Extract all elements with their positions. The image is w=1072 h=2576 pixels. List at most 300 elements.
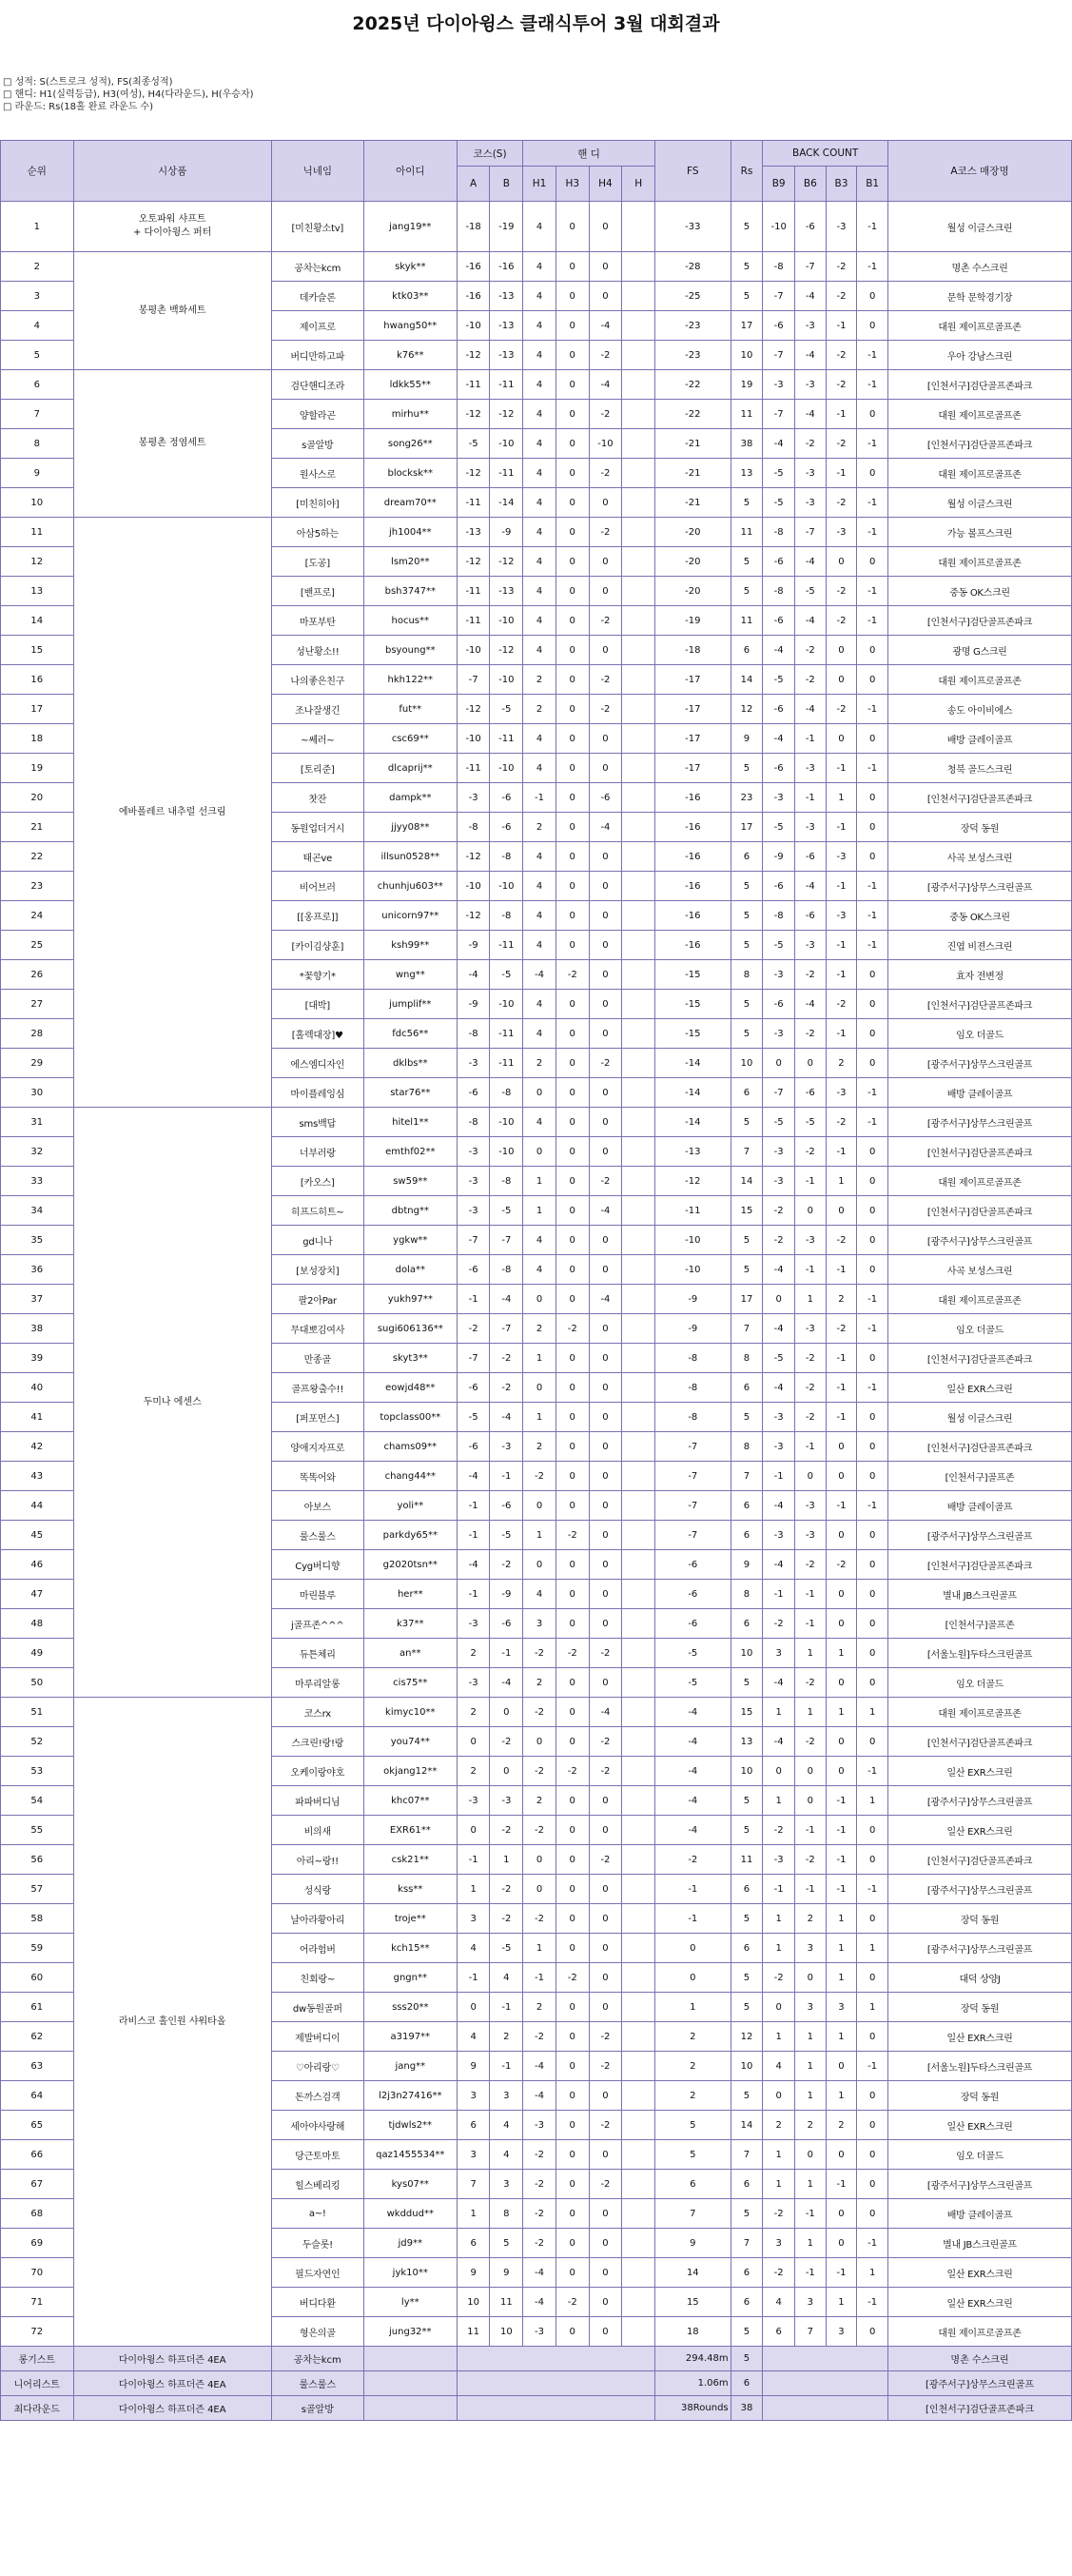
cell-rank: 48 <box>1 1609 74 1639</box>
cell-b6: -6 <box>795 842 827 872</box>
cell-a: -12 <box>457 901 490 931</box>
cell-a: -3 <box>457 783 490 813</box>
cell-b1: -1 <box>857 754 888 783</box>
cell-b6: -4 <box>795 695 827 724</box>
cell-b: -2 <box>490 1550 523 1580</box>
cell-b: -14 <box>490 488 523 518</box>
cell-b3: -1 <box>826 1255 857 1285</box>
cell-h1: 2 <box>523 1049 556 1078</box>
cell-b3: 0 <box>826 1727 857 1757</box>
cell-fs: -22 <box>655 370 731 400</box>
cell-b6: -3 <box>795 459 827 488</box>
cell-h4: 0 <box>589 577 622 606</box>
cell-h <box>622 2229 655 2258</box>
cell-h1: -2 <box>523 1757 556 1786</box>
cell-b6: 0 <box>795 1049 827 1078</box>
cell-h3: 0 <box>555 665 589 695</box>
cell-a: -5 <box>457 429 490 459</box>
cell-fs: 0 <box>655 1963 731 1993</box>
cell-b: 0 <box>490 1698 523 1727</box>
cell-fs: -23 <box>655 341 731 370</box>
cell-id: tjdwls2** <box>363 2111 457 2140</box>
cell-rs: 14 <box>731 665 763 695</box>
cell-h3: 0 <box>555 202 589 252</box>
cell-course: 대원 제이프로골프존 <box>887 2317 1071 2347</box>
cell-nickname: 제이프로 <box>271 311 363 341</box>
cell-fs: -16 <box>655 872 731 901</box>
cell-h <box>622 1108 655 1137</box>
cell-h3: -2 <box>555 2288 589 2317</box>
cell-id: EXR61** <box>363 1816 457 1845</box>
cell-a: -1 <box>457 1285 490 1314</box>
cell-h4: 0 <box>589 2317 622 2347</box>
cell-b6: -6 <box>795 202 827 252</box>
cell-rank: 28 <box>1 1019 74 1049</box>
cell-h3: 0 <box>555 724 589 754</box>
cell-b9: -4 <box>763 1491 795 1521</box>
cell-b1: -1 <box>857 1757 888 1786</box>
cell-h3: 0 <box>555 1344 589 1373</box>
cell-h <box>622 1757 655 1786</box>
cell-h <box>622 518 655 547</box>
cell-h3: 0 <box>555 1108 589 1137</box>
cell-b3: -3 <box>826 1078 857 1108</box>
cell-a: -11 <box>457 488 490 518</box>
cell-h3: 0 <box>555 1550 589 1580</box>
cell-course: [광주서구]상무스크린골프 <box>887 1934 1071 1963</box>
cell-course: 우아 강남스크린 <box>887 341 1071 370</box>
cell-a: -9 <box>457 931 490 960</box>
cell-a: -3 <box>457 1668 490 1698</box>
cell-b3: -1 <box>826 1816 857 1845</box>
award-prize: 다이아윙스 하프더즌 4EA <box>73 2396 271 2421</box>
cell-a: -16 <box>457 282 490 311</box>
cell-a: -6 <box>457 1255 490 1285</box>
cell-h1: 0 <box>523 1845 556 1875</box>
cell-b: -8 <box>490 1078 523 1108</box>
cell-b3: 1 <box>826 2081 857 2111</box>
cell-h3: 0 <box>555 518 589 547</box>
cell-b9: -3 <box>763 783 795 813</box>
cell-h <box>622 636 655 665</box>
cell-b3: -1 <box>826 1344 857 1373</box>
cell-h1: 4 <box>523 606 556 636</box>
cell-rank: 61 <box>1 1993 74 2022</box>
cell-id: lsm20** <box>363 547 457 577</box>
cell-b3: 1 <box>826 783 857 813</box>
cell-b1: -1 <box>857 2052 888 2081</box>
cell-h4: 0 <box>589 1255 622 1285</box>
cell-b6: 1 <box>795 2229 827 2258</box>
cell-h <box>622 724 655 754</box>
cell-id: kys07** <box>363 2170 457 2199</box>
cell-rank: 36 <box>1 1255 74 1285</box>
cell-rank: 54 <box>1 1786 74 1816</box>
cell-id: dampk** <box>363 783 457 813</box>
cell-course: 장덕 동원 <box>887 1904 1071 1934</box>
cell-fs: -21 <box>655 488 731 518</box>
table-row <box>1 202 1072 252</box>
award-empty-cell <box>457 2396 654 2421</box>
cell-course: 일산 EXR스크린 <box>887 2288 1071 2317</box>
cell-rank: 58 <box>1 1904 74 1934</box>
cell-rs: 10 <box>731 2052 763 2081</box>
cell-rs: 5 <box>731 547 763 577</box>
cell-b9: -6 <box>763 606 795 636</box>
cell-rs: 6 <box>731 1934 763 1963</box>
cell-rank: 24 <box>1 901 74 931</box>
cell-nickname: [대박] <box>271 990 363 1019</box>
cell-h3: 0 <box>555 459 589 488</box>
cell-b1: 0 <box>857 1137 888 1167</box>
cell-fs: -16 <box>655 901 731 931</box>
cell-h4: -4 <box>589 813 622 842</box>
cell-b9: 1 <box>763 2022 795 2052</box>
cell-h4: 0 <box>589 2199 622 2229</box>
cell-h <box>622 990 655 1019</box>
cell-a: -11 <box>457 606 490 636</box>
cell-h <box>622 1875 655 1904</box>
cell-h <box>622 1344 655 1373</box>
cell-h3: 0 <box>555 2229 589 2258</box>
cell-fs: -22 <box>655 400 731 429</box>
cell-h3: 0 <box>555 1904 589 1934</box>
cell-h4: -2 <box>589 518 622 547</box>
cell-course: [광주서구]상무스크린골프 <box>887 1875 1071 1904</box>
cell-b1: 0 <box>857 1255 888 1285</box>
cell-h <box>622 1049 655 1078</box>
cell-b1: 0 <box>857 2317 888 2347</box>
cell-b1: 0 <box>857 1904 888 1934</box>
cell-rank: 17 <box>1 695 74 724</box>
cell-h1: 4 <box>523 547 556 577</box>
cell-h1: 1 <box>523 1934 556 1963</box>
cell-course: 사곡 보성스크린 <box>887 842 1071 872</box>
cell-b3: -1 <box>826 311 857 341</box>
cell-b: 10 <box>490 2317 523 2347</box>
cell-id: sugi606136** <box>363 1314 457 1344</box>
cell-h4: -4 <box>589 370 622 400</box>
cell-fs: -4 <box>655 1816 731 1845</box>
cell-course: 대원 제이프로골프존 <box>887 1285 1071 1314</box>
cell-rs: 6 <box>731 1875 763 1904</box>
cell-course: 대원 제이프로골프존 <box>887 311 1071 341</box>
cell-id: kss** <box>363 1875 457 1904</box>
cell-course: 일산 EXR스크린 <box>887 2022 1071 2052</box>
cell-a: -6 <box>457 1432 490 1462</box>
cell-rs: 6 <box>731 1491 763 1521</box>
cell-h <box>622 1580 655 1609</box>
cell-h3: 0 <box>555 1432 589 1462</box>
cell-rs: 14 <box>731 2111 763 2140</box>
cell-rank: 6 <box>1 370 74 400</box>
cell-b6: -7 <box>795 252 827 282</box>
cell-a: 6 <box>457 2111 490 2140</box>
cell-fs: 18 <box>655 2317 731 2347</box>
header-h3: H3 <box>555 167 589 202</box>
cell-h1: 2 <box>523 1786 556 1816</box>
cell-b3: -1 <box>826 1373 857 1403</box>
cell-b9: -1 <box>763 1875 795 1904</box>
cell-a: -1 <box>457 1845 490 1875</box>
cell-course: 별내 JB스크린골프 <box>887 2229 1071 2258</box>
cell-h3: 0 <box>555 1786 589 1816</box>
cell-b1: -1 <box>857 429 888 459</box>
header-course-s: 코스(S) <box>457 141 522 167</box>
cell-h1: 1 <box>523 1167 556 1196</box>
cell-id: fut** <box>363 695 457 724</box>
prize-group: 두미나 에센스 <box>73 1108 271 1698</box>
cell-id: jung32** <box>363 2317 457 2347</box>
cell-b6: -1 <box>795 1875 827 1904</box>
cell-rs: 5 <box>731 1993 763 2022</box>
cell-b9: -5 <box>763 1108 795 1137</box>
cell-h4: -2 <box>589 2111 622 2140</box>
cell-a: -16 <box>457 252 490 282</box>
cell-b3: -1 <box>826 1786 857 1816</box>
cell-b9: -1 <box>763 1580 795 1609</box>
cell-b6: -1 <box>795 1255 827 1285</box>
cell-rank: 32 <box>1 1137 74 1167</box>
cell-h3: -2 <box>555 1521 589 1550</box>
cell-b3: -1 <box>826 872 857 901</box>
cell-h <box>622 370 655 400</box>
table-row <box>1 252 1072 282</box>
cell-a: -11 <box>457 370 490 400</box>
cell-nickname: 버디만하고파 <box>271 341 363 370</box>
cell-b6: -4 <box>795 547 827 577</box>
cell-id: illsun0528** <box>363 842 457 872</box>
cell-h3: 0 <box>555 1580 589 1609</box>
cell-id: parkdy65** <box>363 1521 457 1550</box>
cell-h1: 0 <box>523 1550 556 1580</box>
cell-b9: 3 <box>763 2229 795 2258</box>
cell-h1: 4 <box>523 931 556 960</box>
cell-nickname: 친회랑~ <box>271 1963 363 1993</box>
cell-nickname: 에스엠디자인 <box>271 1049 363 1078</box>
cell-nickname: 룰스룰스 <box>271 1521 363 1550</box>
cell-h4: 0 <box>589 1137 622 1167</box>
cell-id: csc69** <box>363 724 457 754</box>
cell-h3: 0 <box>555 1403 589 1432</box>
cell-b: -5 <box>490 960 523 990</box>
cell-b9: -7 <box>763 400 795 429</box>
cell-course: [광주서구]상무스크린골프 <box>887 1786 1071 1816</box>
cell-course: 월성 이글스크린 <box>887 1403 1071 1432</box>
cell-h <box>622 1491 655 1521</box>
cell-id: fdc56** <box>363 1019 457 1049</box>
prize-group: 에바폴레르 내추럴 선크림 <box>73 518 271 1108</box>
cell-b: -4 <box>490 1668 523 1698</box>
cell-course: [인천서구]검단골프존파크 <box>887 1550 1071 1580</box>
cell-rs: 38 <box>731 429 763 459</box>
cell-b1: 0 <box>857 2140 888 2170</box>
cell-b: -10 <box>490 1137 523 1167</box>
cell-id: eowjd48** <box>363 1373 457 1403</box>
cell-nickname: 힐스베리킹 <box>271 2170 363 2199</box>
cell-h4: -2 <box>589 606 622 636</box>
cell-rs: 10 <box>731 1757 763 1786</box>
cell-rank: 31 <box>1 1108 74 1137</box>
cell-a: 2 <box>457 1757 490 1786</box>
cell-b6: -7 <box>795 518 827 547</box>
cell-h1: -1 <box>523 783 556 813</box>
cell-fs: -11 <box>655 1196 731 1226</box>
cell-b3: 0 <box>826 1668 857 1698</box>
cell-h1: 2 <box>523 665 556 695</box>
cell-h <box>622 1255 655 1285</box>
cell-h1: 0 <box>523 1491 556 1521</box>
cell-fs: -20 <box>655 518 731 547</box>
award-empty-cell <box>363 2371 457 2396</box>
cell-rank: 56 <box>1 1845 74 1875</box>
cell-b3: 1 <box>826 2022 857 2052</box>
cell-a: -8 <box>457 813 490 842</box>
cell-rank: 59 <box>1 1934 74 1963</box>
cell-nickname: [도공] <box>271 547 363 577</box>
cell-b9: -4 <box>763 724 795 754</box>
cell-h1: 3 <box>523 1609 556 1639</box>
cell-h4: -2 <box>589 1167 622 1196</box>
cell-h <box>622 1609 655 1639</box>
cell-b6: 2 <box>795 2111 827 2140</box>
cell-b1: 1 <box>857 1698 888 1727</box>
cell-b: -2 <box>490 1904 523 1934</box>
cell-rank: 70 <box>1 2258 74 2288</box>
cell-b6: 0 <box>795 2140 827 2170</box>
cell-h3: 0 <box>555 1816 589 1845</box>
cell-b3: -2 <box>826 1108 857 1137</box>
cell-a: -3 <box>457 1049 490 1078</box>
cell-nickname: 찻잔 <box>271 783 363 813</box>
cell-rs: 15 <box>731 1196 763 1226</box>
cell-b9: -2 <box>763 2199 795 2229</box>
cell-h4: 0 <box>589 282 622 311</box>
cell-b6: 1 <box>795 2052 827 2081</box>
cell-fs: -21 <box>655 459 731 488</box>
cell-nickname: 만종골 <box>271 1344 363 1373</box>
cell-b9: -5 <box>763 1344 795 1373</box>
cell-b: -5 <box>490 1521 523 1550</box>
cell-h3: 0 <box>555 2081 589 2111</box>
cell-course: [인천서구]골프존 <box>887 1609 1071 1639</box>
cell-b6: 1 <box>795 2022 827 2052</box>
cell-id: jd9** <box>363 2229 457 2258</box>
cell-b1: 0 <box>857 1462 888 1491</box>
cell-h4: 0 <box>589 1491 622 1521</box>
cell-b9: -6 <box>763 754 795 783</box>
cell-h1: 1 <box>523 1403 556 1432</box>
cell-id: sss20** <box>363 1993 457 2022</box>
cell-nickname: 버디다환 <box>271 2288 363 2317</box>
cell-b: 4 <box>490 2140 523 2170</box>
cell-h3: -2 <box>555 1963 589 1993</box>
cell-h1: 4 <box>523 282 556 311</box>
cell-b: -12 <box>490 636 523 665</box>
cell-h1: -4 <box>523 2258 556 2288</box>
cell-h <box>622 488 655 518</box>
cell-a: 3 <box>457 2081 490 2111</box>
cell-h1: 4 <box>523 1580 556 1609</box>
cell-b6: 3 <box>795 1993 827 2022</box>
cell-a: -18 <box>457 202 490 252</box>
cell-b6: 2 <box>795 1904 827 1934</box>
cell-rank: 42 <box>1 1432 74 1462</box>
cell-nickname: [퍼포먼스] <box>271 1403 363 1432</box>
cell-course: 송도 아이비에스 <box>887 695 1071 724</box>
cell-h1: 0 <box>523 1137 556 1167</box>
cell-b3: -1 <box>826 2170 857 2199</box>
cell-id: k76** <box>363 341 457 370</box>
header-nickname: 닉네임 <box>271 141 363 202</box>
cell-b1: 0 <box>857 282 888 311</box>
cell-b3: 1 <box>826 2288 857 2317</box>
cell-fs: -28 <box>655 252 731 282</box>
cell-a: -3 <box>457 1786 490 1816</box>
cell-h <box>622 341 655 370</box>
cell-h1: 4 <box>523 518 556 547</box>
cell-h3: 0 <box>555 2052 589 2081</box>
cell-h4: -4 <box>589 1285 622 1314</box>
cell-fs: -6 <box>655 1580 731 1609</box>
cell-h1: 4 <box>523 429 556 459</box>
cell-nickname: gd니나 <box>271 1226 363 1255</box>
cell-nickname: ~쎄러~ <box>271 724 363 754</box>
cell-b9: -6 <box>763 311 795 341</box>
cell-h3: 0 <box>555 370 589 400</box>
cell-b3: -1 <box>826 400 857 429</box>
cell-course: 대원 제이프로골프존 <box>887 547 1071 577</box>
cell-b1: -1 <box>857 1373 888 1403</box>
cell-h1: 1 <box>523 1521 556 1550</box>
cell-h <box>622 960 655 990</box>
cell-b: 11 <box>490 2288 523 2317</box>
cell-h <box>622 2317 655 2347</box>
cell-fs: -1 <box>655 1904 731 1934</box>
cell-b: -13 <box>490 341 523 370</box>
cell-fs: -5 <box>655 1639 731 1668</box>
cell-h <box>622 429 655 459</box>
cell-h1: 4 <box>523 459 556 488</box>
cell-id: blocksk** <box>363 459 457 488</box>
cell-h <box>622 252 655 282</box>
cell-h1: 4 <box>523 370 556 400</box>
cell-id: ly** <box>363 2288 457 2317</box>
cell-rank: 10 <box>1 488 74 518</box>
cell-h1: 4 <box>523 724 556 754</box>
cell-b: -6 <box>490 813 523 842</box>
cell-h4: 0 <box>589 754 622 783</box>
cell-b6: -2 <box>795 429 827 459</box>
cell-rank: 18 <box>1 724 74 754</box>
cell-b6: -1 <box>795 783 827 813</box>
cell-course: 월성 이글스크린 <box>887 488 1071 518</box>
cell-rank: 69 <box>1 2229 74 2258</box>
cell-b1: 0 <box>857 1550 888 1580</box>
cell-b3: -1 <box>826 1403 857 1432</box>
cell-b3: -3 <box>826 518 857 547</box>
header-a: A <box>457 167 490 202</box>
cell-fs: -16 <box>655 842 731 872</box>
cell-course: 대원 제이프로골프존 <box>887 665 1071 695</box>
award-rs: 6 <box>731 2371 763 2396</box>
cell-nickname: 필드자연인 <box>271 2258 363 2288</box>
cell-h1: 2 <box>523 1668 556 1698</box>
cell-nickname: 성식랑 <box>271 1875 363 1904</box>
cell-rank: 41 <box>1 1403 74 1432</box>
cell-h4: 0 <box>589 1403 622 1432</box>
cell-nickname: 똑똑어와 <box>271 1462 363 1491</box>
